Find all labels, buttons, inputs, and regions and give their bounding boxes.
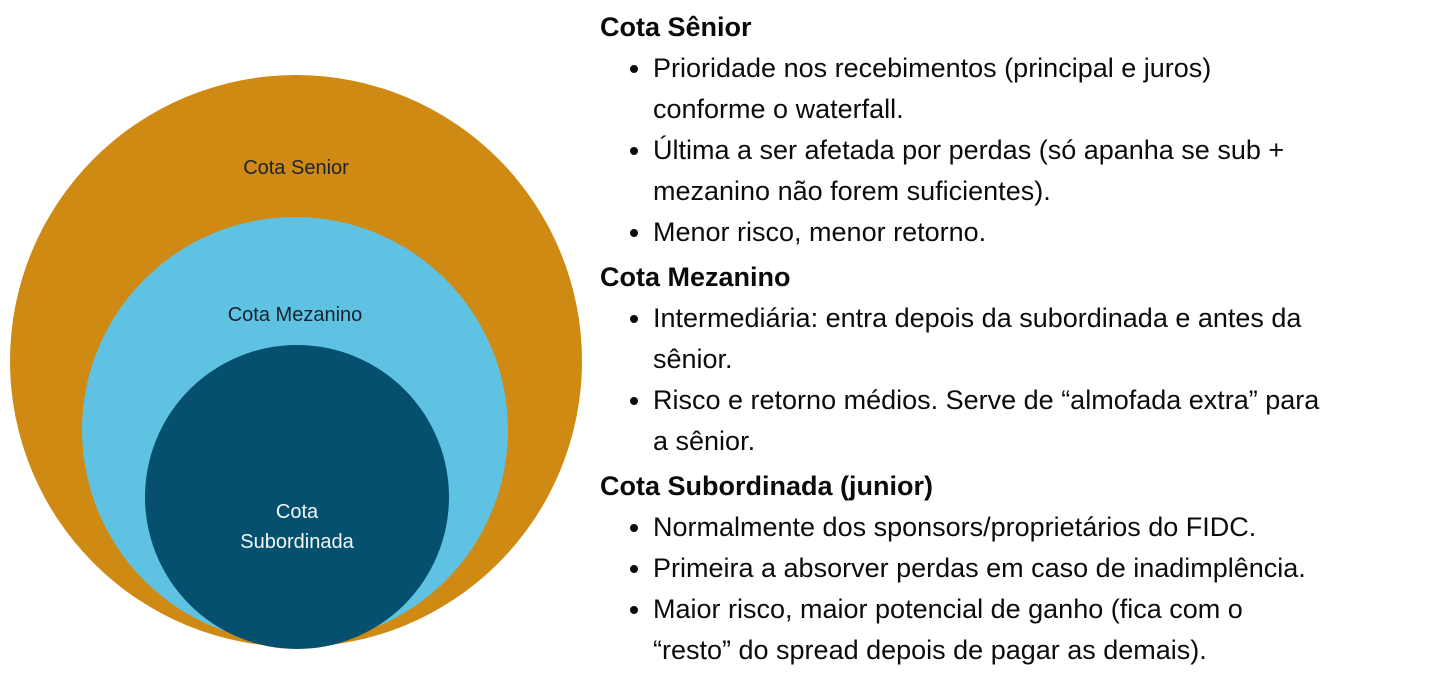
bullet-line: • Normalmente dos sponsors/proprietários do FIDC. bbox=[653, 512, 1257, 542]
bullet-line: • Intermediária: entra depois da subordinada e antes da bbox=[653, 303, 1302, 333]
bullet-line: conforme o waterfall. bbox=[653, 94, 904, 124]
circle-label-cota-mezanino: Cota Mezanino bbox=[227, 304, 363, 326]
section-heading-cota-mezanino: Cota Mezanino bbox=[600, 262, 791, 292]
bullet-item bbox=[653, 130, 1450, 212]
bullet-line: • Risco e retorno médios. Serve de “almofada extra” para bbox=[653, 385, 1320, 415]
bullet-line: sênior. bbox=[653, 344, 733, 374]
bullet-item bbox=[653, 380, 1450, 462]
bullet-item bbox=[653, 212, 1450, 253]
section-heading-cota-subordinada: Cota Subordinada (junior) bbox=[600, 471, 933, 501]
section-cota-mezanino bbox=[600, 257, 1450, 462]
bullet-line: • Primeira a absorver perdas em caso de inadimplência. bbox=[653, 553, 1306, 583]
tranche-descriptions bbox=[600, 7, 1450, 671]
bullet-item bbox=[653, 589, 1450, 671]
circle-label-line: Cota bbox=[275, 501, 319, 523]
bullet-line: mezanino não forem suficientes). bbox=[653, 176, 1051, 206]
section-heading-cota-senior: Cota Sênior bbox=[600, 12, 752, 42]
section-cota-subordinada bbox=[600, 466, 1450, 671]
bullet-line: a sênior. bbox=[653, 426, 756, 456]
bullet-list-cota-senior bbox=[600, 48, 1450, 253]
bullet-item bbox=[653, 298, 1450, 380]
fidc-tranches-diagram bbox=[0, 0, 600, 697]
bullet-line: • Prioridade nos recebimentos (principal e juros) bbox=[653, 53, 1212, 83]
section-cota-senior bbox=[600, 7, 1450, 253]
bullet-list-cota-subordinada bbox=[600, 507, 1450, 671]
bullet-item bbox=[653, 507, 1450, 548]
bullet-line: • Menor risco, menor retorno. bbox=[653, 217, 987, 247]
circle-label-line: Subordinada bbox=[240, 531, 354, 553]
bullet-item bbox=[653, 48, 1450, 130]
bullet-line: • Última a ser afetada por perdas (só apanha se sub + bbox=[653, 135, 1285, 165]
bullet-item bbox=[653, 548, 1450, 589]
bullet-line: • Maior risco, maior potencial de ganho (fica com o bbox=[653, 594, 1243, 624]
circle-label-cota-senior: Cota Senior bbox=[243, 157, 349, 179]
circle-label-cota-subordinada bbox=[240, 497, 353, 557]
bullet-list-cota-mezanino bbox=[600, 298, 1450, 462]
bullet-line: “resto” do spread depois de pagar as demais). bbox=[653, 635, 1207, 665]
